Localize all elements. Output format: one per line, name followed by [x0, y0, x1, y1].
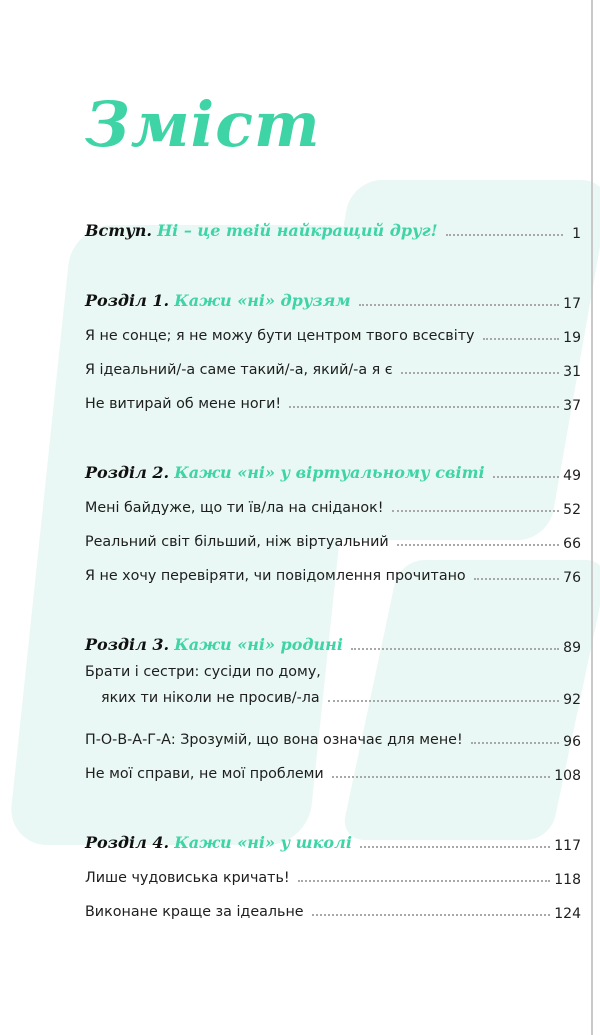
page-number: 19 [563, 330, 581, 346]
table-of-contents [85, 208, 581, 922]
toc-item[interactable] [85, 518, 581, 552]
item-title-line2: яких ти ніколи не просив/-ла [101, 690, 320, 707]
dot-leader [298, 879, 551, 882]
dot-leader [471, 741, 559, 744]
item-title: Мені байдуже, що ти їв/ла на сніданок! [85, 500, 384, 517]
page-number: 96 [563, 734, 581, 751]
page-number: 66 [563, 536, 581, 552]
dot-leader [289, 405, 559, 408]
chapter-title: Кажи «ні» у школі [174, 833, 352, 853]
dot-leader [401, 371, 560, 374]
item-title: Я не хочу перевіряти, чи повідомлення прочитано [85, 568, 466, 585]
dot-leader [328, 699, 559, 702]
item-title: Виконане краще за ідеальне [85, 904, 304, 921]
page-edge-line [591, 0, 593, 1035]
toc-item[interactable] [85, 888, 581, 922]
item-title: Не мої справи, не мої проблеми [85, 766, 324, 783]
toc-item[interactable] [85, 380, 581, 414]
dot-leader [446, 233, 563, 236]
chapter-label: Розділ 2. [85, 463, 170, 483]
chapter-title: Кажи «ні» у віртуальному світі [174, 463, 485, 483]
toc-item[interactable] [85, 346, 581, 380]
item-title: Я ідеальний/-а саме такий/-а, який/-а я є [85, 362, 393, 379]
dot-leader [397, 543, 559, 546]
dot-leader [360, 845, 550, 848]
toc-item[interactable] [85, 708, 581, 750]
chapter-label: Розділ 3. [85, 635, 170, 655]
dot-leader [493, 475, 560, 478]
page-number: 92 [563, 692, 581, 709]
intro-label: Вступ. [85, 221, 152, 241]
item-title: Я не сонце; я не можу бути центром твого всесвіту [85, 328, 475, 345]
chapter-label: Розділ 1. [85, 291, 170, 311]
toc-chapter-1[interactable] [85, 278, 581, 312]
item-title: П-О-В-А-Г-А: Зрозумій, що вона означає для мене! [85, 732, 463, 749]
page-number: 76 [563, 570, 581, 586]
toc-chapter-2[interactable] [85, 450, 581, 484]
page-number: 117 [554, 838, 581, 855]
page-number: 1 [572, 226, 581, 242]
toc-item-multiline[interactable] [85, 662, 581, 708]
toc-item[interactable] [85, 750, 581, 784]
dot-leader [474, 577, 559, 580]
dot-leader [351, 647, 559, 650]
item-title-line1: Брати і сестри: сусіди по дому, [85, 664, 321, 680]
item-title: Не витирай об мене ноги! [85, 396, 282, 413]
page-number: 31 [563, 364, 581, 380]
page-number: 118 [554, 872, 581, 889]
item-title: Лише чудовиська кричать! [85, 870, 290, 887]
page-number: 52 [563, 502, 581, 518]
page-number: 49 [563, 468, 581, 484]
page-number: 37 [563, 398, 581, 414]
chapter-label: Розділ 4. [85, 833, 170, 853]
toc-item[interactable] [85, 854, 581, 888]
toc-chapter-4[interactable] [85, 820, 581, 854]
chapter-title: Кажи «ні» родині [174, 635, 343, 655]
toc-chapter-3[interactable] [85, 622, 581, 656]
toc-item[interactable] [85, 484, 581, 518]
dot-leader [332, 775, 551, 778]
toc-item[interactable] [85, 552, 581, 586]
dot-leader [359, 303, 560, 306]
chapter-title: Кажи «ні» друзям [174, 291, 351, 311]
page-number: 124 [554, 906, 581, 923]
dot-leader [392, 509, 560, 512]
page-title: Зміст [85, 88, 321, 161]
item-title: Реальний світ більший, ніж віртуальний [85, 534, 389, 551]
page-number: 89 [563, 640, 581, 656]
toc-intro[interactable] [85, 208, 581, 242]
toc-item[interactable] [85, 312, 581, 346]
dot-leader [483, 337, 560, 340]
dot-leader [312, 913, 551, 916]
page-number: 108 [554, 768, 581, 785]
intro-title: Ні – це твій найкращий друг! [157, 221, 438, 241]
page-number: 17 [563, 296, 581, 312]
